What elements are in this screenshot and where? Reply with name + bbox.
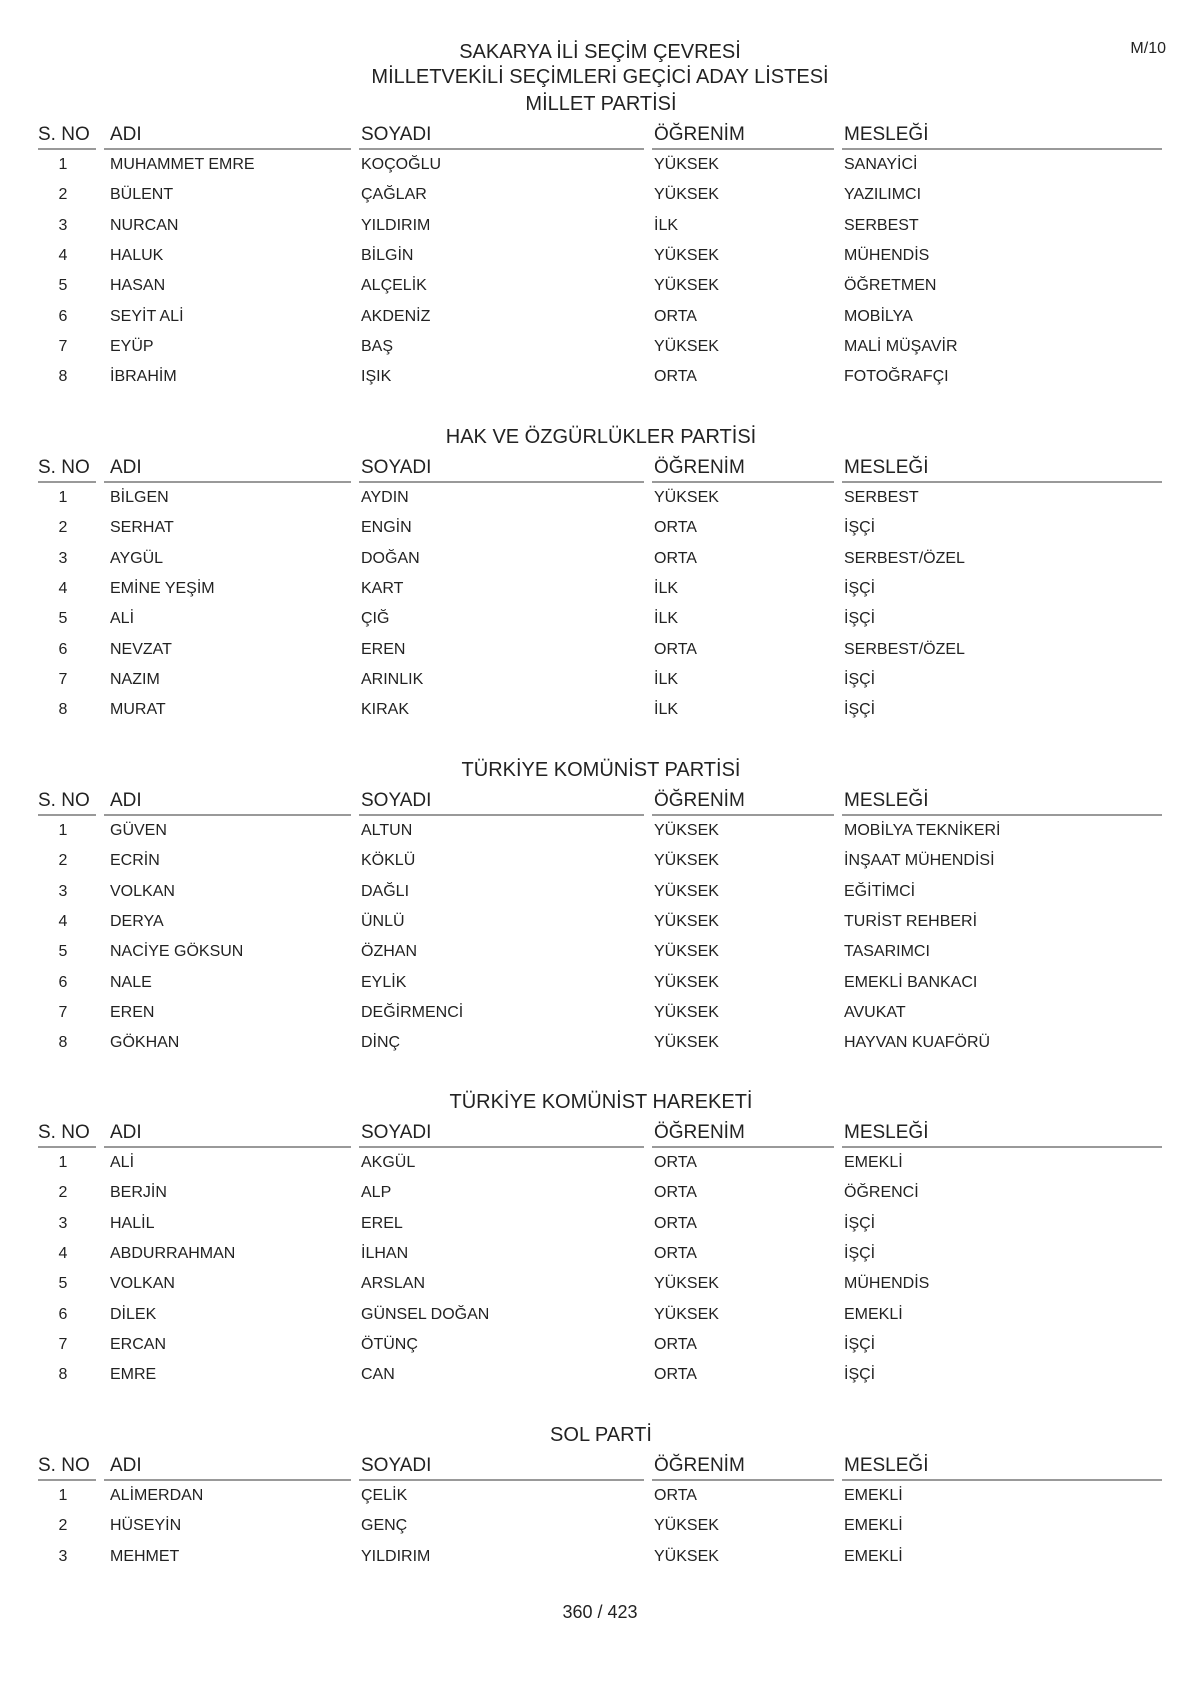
cell-soyadi: EREN [361,640,406,658]
party-section [38,1419,1164,1572]
table-row [38,1178,1164,1208]
cell-meslegi: EMEKLİ [844,1305,903,1323]
header-col-adi: ADI [104,457,351,483]
table-row [38,998,1164,1028]
cell-ogrenim: YÜKSEK [654,247,719,265]
cell-soyadi: KIRAK [361,701,410,719]
cell-ogrenim: YÜKSEK [654,1003,719,1021]
header-col-no: S. NO [38,1122,96,1148]
header-col-no: S. NO [38,457,96,483]
cell-adi: ERCAN [110,1335,167,1353]
cell-ogrenim: İLK [654,216,679,234]
cell-adi: AYGÜL [110,549,164,567]
header-col-adi: ADI [104,1122,351,1148]
header-line-2: MİLLETVEKİLİ SEÇİMLERİ GEÇİCİ ADAY LİSTESİ [371,66,829,88]
header-col-soyadi: SOYADI [359,790,644,816]
cell-no: 1 [58,1154,68,1172]
header-col-soyadi: SOYADI [359,1122,644,1148]
cell-adi: HASAN [110,277,166,295]
table-row [38,907,1164,937]
cell-ogrenim: YÜKSEK [654,186,719,204]
cell-no: 2 [58,852,68,870]
header-col-meslegi: MESLEĞİ [842,790,1162,816]
cell-adi: ALİ [110,610,135,628]
cell-soyadi: DEĞİRMENCİ [361,1003,464,1021]
header-col-meslegi: MESLEĞİ [842,1455,1162,1481]
table-row [38,513,1164,543]
header-col-adi: ADI [104,790,351,816]
cell-adi: EYÜP [110,337,154,355]
cell-meslegi: SERBEST [844,216,919,234]
cell-soyadi: DAĞLI [361,882,410,900]
cell-soyadi: AYDIN [361,489,409,507]
cell-ogrenim: YÜKSEK [654,489,719,507]
cell-no: 8 [58,1366,68,1384]
cell-soyadi: CAN [361,1366,395,1384]
cell-meslegi: İŞÇİ [844,1366,876,1384]
header-col-ogrenim: ÖĞRENİM [652,457,834,483]
cell-meslegi: YAZILIMCI [844,186,922,204]
cell-soyadi: ÖTÜNÇ [361,1335,418,1353]
cell-no: 3 [58,1214,68,1232]
header-col-meslegi: MESLEĞİ [842,124,1162,150]
cell-ogrenim: YÜKSEK [654,913,719,931]
cell-ogrenim: ORTA [654,1245,697,1263]
cell-no: 5 [58,610,68,628]
table-row [38,634,1164,664]
cell-ogrenim: ORTA [654,1184,697,1202]
cell-meslegi: SERBEST [844,489,919,507]
cell-meslegi: TASARIMCI [844,943,930,961]
cell-adi: BİLGEN [110,489,169,507]
cell-meslegi: FOTOĞRAFÇI [844,368,949,386]
header-col-ogrenim: ÖĞRENİM [652,124,834,150]
cell-soyadi: EREL [361,1214,403,1232]
cell-adi: ALİ [110,1154,135,1172]
cell-no: 2 [58,186,68,204]
cell-soyadi: ALTUN [361,822,413,840]
table-header [38,120,1164,150]
cell-no: 1 [58,156,68,174]
table-row [38,846,1164,876]
table-row [38,1239,1164,1269]
cell-meslegi: ÖĞRETMEN [844,277,937,295]
cell-meslegi: MÜHENDİS [844,247,930,265]
table-header [38,786,1164,816]
cell-ogrenim: YÜKSEK [654,852,719,870]
cell-meslegi: İNŞAAT MÜHENDİSİ [844,852,995,870]
cell-meslegi: İŞÇİ [844,670,876,688]
cell-ogrenim: ORTA [654,1335,697,1353]
cell-meslegi: EMEKLİ [844,1154,903,1172]
cell-no: 8 [58,701,68,719]
cell-no: 4 [58,1245,68,1263]
table-header [38,453,1164,483]
cell-adi: BÜLENT [110,186,174,204]
cell-no: 5 [58,943,68,961]
table-row [38,1511,1164,1541]
header-col-meslegi: MESLEĞİ [842,1122,1162,1148]
table-row [38,695,1164,725]
cell-meslegi: İŞÇİ [844,1214,876,1232]
cell-soyadi: ENGİN [361,519,412,537]
cell-adi: MURAT [110,701,166,719]
cell-soyadi: KART [361,580,404,598]
cell-adi: HALUK [110,247,164,265]
cell-no: 2 [58,519,68,537]
cell-no: 8 [58,1034,68,1052]
cell-soyadi: GÜNSEL DOĞAN [361,1305,490,1323]
cell-soyadi: ALP [361,1184,392,1202]
cell-soyadi: ÇELİK [361,1487,408,1505]
cell-soyadi: YILDIRIM [361,216,431,234]
cell-soyadi: BİLGİN [361,247,414,265]
table-row [38,1148,1164,1178]
header-col-soyadi: SOYADI [359,124,644,150]
cell-soyadi: İLHAN [361,1245,409,1263]
cell-soyadi: ALÇELİK [361,277,427,295]
cell-meslegi: EĞİTİMCİ [844,882,916,900]
cell-no: 3 [58,882,68,900]
header-col-adi: ADI [104,1455,351,1481]
cell-soyadi: GENÇ [361,1517,408,1535]
cell-adi: VOLKAN [110,1275,175,1293]
cell-no: 6 [58,307,68,325]
table-row [38,301,1164,331]
cell-meslegi: MOBİLYA [844,307,913,325]
cell-ogrenim: ORTA [654,1214,697,1232]
cell-no: 6 [58,1305,68,1323]
cell-no: 6 [58,973,68,991]
table-row [38,937,1164,967]
cell-adi: İBRAHİM [110,368,177,386]
cell-meslegi: SANAYİCİ [844,156,918,174]
cell-ogrenim: ORTA [654,1487,697,1505]
cell-no: 3 [58,549,68,567]
cell-ogrenim: YÜKSEK [654,156,719,174]
cell-no: 7 [58,670,68,688]
header-col-no: S. NO [38,790,96,816]
table-header [38,1118,1164,1148]
table-row [38,332,1164,362]
cell-adi: GÖKHAN [110,1034,180,1052]
cell-adi: NURCAN [110,216,179,234]
table-row [38,1360,1164,1390]
header-col-no: S. NO [38,1455,96,1481]
cell-adi: BERJİN [110,1184,167,1202]
party-title: MİLLET PARTİSİ [525,93,677,115]
cell-ogrenim: YÜKSEK [654,822,719,840]
cell-meslegi: HAYVAN KUAFÖRÜ [844,1034,991,1052]
cell-meslegi: EMEKLİ [844,1517,903,1535]
cell-no: 2 [58,1184,68,1202]
cell-adi: DERYA [110,913,164,931]
cell-no: 7 [58,1003,68,1021]
cell-ogrenim: ORTA [654,549,697,567]
cell-no: 7 [58,337,68,355]
cell-no: 1 [58,822,68,840]
table-row [38,816,1164,846]
cell-ogrenim: ORTA [654,307,697,325]
table-row [38,150,1164,180]
cell-adi: HALİL [110,1214,155,1232]
cell-no: 5 [58,1275,68,1293]
cell-adi: EREN [110,1003,155,1021]
header-col-soyadi: SOYADI [359,457,644,483]
cell-soyadi: BAŞ [361,337,394,355]
header-col-soyadi: SOYADI [359,1455,644,1481]
cell-ogrenim: ORTA [654,1154,697,1172]
cell-ogrenim: YÜKSEK [654,277,719,295]
table-row [38,483,1164,513]
party-title: TÜRKİYE KOMÜNİST PARTİSİ [461,759,741,781]
cell-soyadi: ÖZHAN [361,943,417,961]
cell-soyadi: ÇIĞ [361,610,390,628]
table-row [38,1299,1164,1329]
cell-meslegi: SERBEST/ÖZEL [844,549,965,567]
cell-meslegi: SERBEST/ÖZEL [844,640,965,658]
cell-meslegi: MALİ MÜŞAVİR [844,337,958,355]
cell-soyadi: YILDIRIM [361,1547,431,1565]
cell-adi: NACİYE GÖKSUN [110,943,244,961]
cell-ogrenim: YÜKSEK [654,1517,719,1535]
cell-no: 4 [58,247,68,265]
party-section [38,1086,1164,1390]
header-col-ogrenim: ÖĞRENİM [652,1122,834,1148]
party-title: HAK VE ÖZGÜRLÜKLER PARTİSİ [445,426,757,448]
cell-adi: NAZIM [110,670,160,688]
cell-meslegi: MÜHENDİS [844,1275,930,1293]
cell-ogrenim: YÜKSEK [654,337,719,355]
cell-adi: MEHMET [110,1547,180,1565]
party-title: TÜRKİYE KOMÜNİST HAREKETİ [449,1091,753,1113]
cell-adi: ALİMERDAN [110,1487,204,1505]
cell-ogrenim: ORTA [654,519,697,537]
cell-meslegi: İŞÇİ [844,610,876,628]
cell-no: 3 [58,216,68,234]
table-row [38,362,1164,392]
cell-ogrenim: ORTA [654,368,697,386]
party-section [38,754,1164,1058]
table-row [38,271,1164,301]
cell-ogrenim: YÜKSEK [654,1275,719,1293]
table-row [38,1481,1164,1511]
cell-adi: VOLKAN [110,882,175,900]
cell-adi: EMİNE YEŞİM [110,580,215,598]
cell-no: 8 [58,368,68,386]
cell-ogrenim: İLK [654,610,679,628]
cell-no: 2 [58,1517,68,1535]
cell-ogrenim: YÜKSEK [654,1547,719,1565]
cell-adi: GÜVEN [110,822,167,840]
cell-meslegi: EMEKLİ [844,1547,903,1565]
table-row [38,544,1164,574]
cell-adi: ECRİN [110,852,160,870]
cell-adi: NALE [110,973,152,991]
party-section [38,88,1164,392]
cell-adi: SEYİT ALİ [110,307,184,325]
cell-meslegi: İŞÇİ [844,519,876,537]
cell-no: 1 [58,1487,68,1505]
cell-ogrenim: İLK [654,580,679,598]
cell-meslegi: EMEKLİ [844,1487,903,1505]
cell-ogrenim: YÜKSEK [654,973,719,991]
table-row [38,574,1164,604]
cell-ogrenim: İLK [654,701,679,719]
cell-ogrenim: YÜKSEK [654,1305,719,1323]
header-col-adi: ADI [104,124,351,150]
table-row [38,1028,1164,1058]
cell-no: 4 [58,913,68,931]
cell-meslegi: İŞÇİ [844,1335,876,1353]
table-row [38,241,1164,271]
table-row [38,1209,1164,1239]
table-row [38,877,1164,907]
cell-adi: MUHAMMET EMRE [110,156,255,174]
party-section [38,421,1164,725]
cell-soyadi: KÖKLÜ [361,852,416,870]
table-row [38,211,1164,241]
table-row [38,180,1164,210]
cell-meslegi: TURİST REHBERİ [844,913,978,931]
header-col-ogrenim: ÖĞRENİM [652,790,834,816]
header-col-meslegi: MESLEĞİ [842,457,1162,483]
cell-soyadi: AKDENİZ [361,307,431,325]
page-number: 360 / 423 [562,1602,638,1622]
table-row [38,604,1164,634]
cell-no: 6 [58,640,68,658]
cell-meslegi: İŞÇİ [844,701,876,719]
cell-no: 4 [58,580,68,598]
table-header [38,1451,1164,1481]
cell-soyadi: ÜNLÜ [361,913,405,931]
cell-meslegi: ÖĞRENCİ [844,1184,919,1202]
cell-no: 1 [58,489,68,507]
cell-ogrenim: İLK [654,670,679,688]
cell-ogrenim: YÜKSEK [654,943,719,961]
cell-meslegi: MOBİLYA TEKNİKERİ [844,822,1001,840]
cell-soyadi: ARSLAN [361,1275,426,1293]
page-code: M/10 [1130,40,1166,57]
table-row [38,1542,1164,1572]
table-row [38,665,1164,695]
cell-no: 5 [58,277,68,295]
cell-ogrenim: YÜKSEK [654,882,719,900]
table-row [38,1330,1164,1360]
cell-soyadi: ARINLIK [361,670,424,688]
cell-soyadi: DİNÇ [361,1034,401,1052]
party-title: SOL PARTİ [550,1424,652,1446]
cell-meslegi: AVUKAT [844,1003,906,1021]
cell-ogrenim: YÜKSEK [654,1034,719,1052]
table-row [38,967,1164,997]
cell-adi: ABDURRAHMAN [110,1245,236,1263]
header-line-1: SAKARYA İLİ SEÇİM ÇEVRESİ [459,41,741,63]
cell-soyadi: IŞIK [361,368,392,386]
cell-meslegi: EMEKLİ BANKACI [844,973,978,991]
cell-adi: NEVZAT [110,640,172,658]
cell-adi: SERHAT [110,519,174,537]
cell-ogrenim: ORTA [654,640,697,658]
document-header [0,40,1200,90]
cell-soyadi: DOĞAN [361,549,420,567]
header-col-ogrenim: ÖĞRENİM [652,1455,834,1481]
cell-no: 7 [58,1335,68,1353]
cell-soyadi: EYLİK [361,973,407,991]
cell-soyadi: AKGÜL [361,1154,416,1172]
cell-ogrenim: ORTA [654,1366,697,1384]
cell-soyadi: KOÇOĞLU [361,156,442,174]
table-row [38,1269,1164,1299]
cell-adi: EMRE [110,1366,157,1384]
cell-adi: HÜSEYİN [110,1517,182,1535]
header-col-no: S. NO [38,124,96,150]
cell-soyadi: ÇAĞLAR [361,186,427,204]
cell-meslegi: İŞÇİ [844,580,876,598]
cell-adi: DİLEK [110,1305,157,1323]
cell-no: 3 [58,1547,68,1565]
cell-meslegi: İŞÇİ [844,1245,876,1263]
